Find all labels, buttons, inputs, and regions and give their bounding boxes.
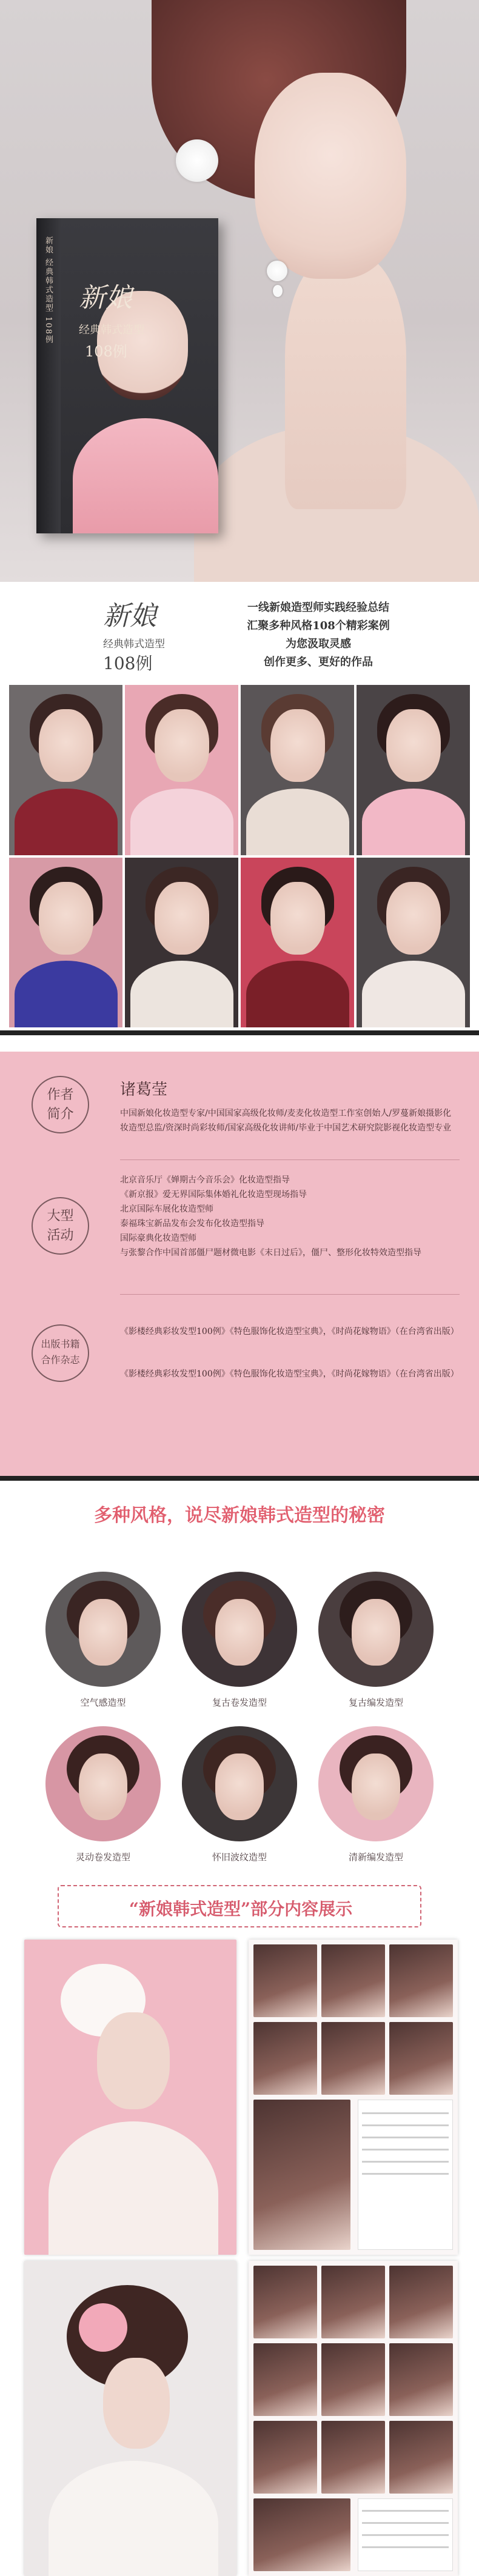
sample-photo <box>125 858 238 1028</box>
style-caption: 灵动卷发造型 <box>75 1852 130 1863</box>
styles-title: 多种风格，说尽新娘韩式造型的秘密 <box>94 1505 385 1526</box>
hair-flower-icon <box>176 139 218 182</box>
showcase-page-photo <box>24 2261 236 2576</box>
sample-photo <box>357 685 470 855</box>
model-dress <box>49 2121 218 2255</box>
step-notes <box>358 2498 453 2571</box>
logo-subtitle: 经典韩式造型 <box>103 638 165 650</box>
activity-item: 泰福珠宝新品发布会发布化妆造型指导 <box>120 1219 264 1229</box>
activity-label: 大型 活动 <box>32 1197 89 1255</box>
author-label: 作者 简介 <box>32 1076 89 1133</box>
style-photo <box>182 1572 297 1687</box>
style-caption: 复古卷发造型 <box>212 1697 267 1708</box>
showcase-heading-box <box>58 1885 421 1927</box>
section-divider <box>0 1030 479 1035</box>
hero-model-neck <box>285 255 406 509</box>
showcase-page-photo <box>24 1940 236 2255</box>
logo-title: 新娘 <box>103 601 156 632</box>
style-photo <box>182 1726 297 1841</box>
style-photo <box>318 1726 434 1841</box>
model-face <box>97 2012 170 2109</box>
style-caption: 怀旧波纹造型 <box>212 1852 267 1863</box>
step-notes <box>358 2100 453 2250</box>
activity-item: 北京音乐厅《婵期古今音乐会》化妆造型指导 <box>120 1175 290 1185</box>
sample-photo <box>241 858 354 1028</box>
sample-photo <box>125 685 238 855</box>
styles-section <box>0 1481 479 1934</box>
slogan-line: 汇聚多种风格108个精彩案例 <box>247 619 390 632</box>
logo-number: 108例 <box>103 653 153 673</box>
style-caption: 清新编发造型 <box>348 1852 403 1863</box>
model-dress <box>49 2461 218 2576</box>
author-section <box>0 1052 479 1476</box>
showcase-heading: “新娘韩式造型”部分内容展示 <box>129 1899 353 1919</box>
style-caption: 复古编发造型 <box>348 1697 403 1708</box>
showcase-page-steps <box>249 1940 458 2255</box>
hero-banner <box>0 0 479 582</box>
sample-photo <box>357 858 470 1028</box>
intro-logo <box>103 594 165 675</box>
intro-section <box>0 582 479 685</box>
hero-model-face <box>255 73 406 279</box>
author-name: 诸葛莹 <box>120 1081 168 1099</box>
pearl-icon <box>273 285 283 297</box>
slogan-line: 一线新娘造型师实践经验总结 <box>247 601 389 614</box>
sample-photo-grid <box>9 685 470 1027</box>
activity-item: 国际豪典化妆造型师 <box>120 1233 196 1243</box>
books-text: 《影楼经典彩妆发型100例》《特色服饰化妆造型宝典》，《时尚花嫁物语》（在台湾省出版） <box>120 1327 459 1336</box>
slogan-line: 创作更多、更好的作品 <box>264 656 373 669</box>
sample-photo <box>241 685 354 855</box>
book-title-num: 108例 <box>85 343 127 360</box>
style-photo <box>45 1572 161 1687</box>
book-front <box>61 218 218 533</box>
style-photo <box>318 1572 434 1687</box>
book-cover-image <box>36 218 218 533</box>
book-title-sub: 经典韩式造型 <box>79 324 144 336</box>
activity-item: 《新京报》爱无界国际集体婚礼化妆造型现场指导 <box>120 1190 307 1200</box>
earring-icon <box>267 261 287 281</box>
activity-list <box>120 1173 460 1260</box>
book-title-big: 新娘 <box>79 282 132 313</box>
book-model-dress <box>73 418 218 533</box>
book-spine <box>36 218 61 533</box>
model-face <box>103 2358 170 2449</box>
sample-photo <box>9 858 122 1028</box>
intro-slogan <box>209 599 427 672</box>
activity-item: 北京国际车展化妆造型师 <box>120 1204 213 1214</box>
style-caption: 空气感造型 <box>80 1697 126 1708</box>
activity-item: 与张黎合作中国首部僵尸题材微电影《末日过后》，僵尸、整形化妆特效造型指导 <box>120 1248 421 1258</box>
books-text-2: 《影楼经典彩妆发型100例》《特色服饰化妆造型宝典》，《时尚花嫁物语》（在台湾省出版） <box>120 1369 459 1379</box>
showcase-page-steps <box>249 2261 458 2576</box>
showcase-section <box>0 1934 479 2576</box>
sample-photo <box>9 685 122 855</box>
slogan-line: 为您汲取灵感 <box>286 638 351 650</box>
author-bio: 中国新娘化妆造型专家/中国国家高级化妆师/麦麦化妆造型工作室创始人/罗蔓新娘摄影化妆造型总监/资深时尚彩妆师/国家高级化妆讲师/毕业于中国艺术研究院影视化妆造型专业 <box>120 1109 452 1133</box>
book-spine-text: 新娘 经典韩式造型 108例 <box>44 236 53 345</box>
separator <box>120 1294 460 1295</box>
section-divider <box>0 1476 479 1481</box>
rose-icon <box>79 2303 127 2352</box>
books-label: 出版书籍 合作杂志 <box>32 1324 89 1382</box>
style-photo <box>45 1726 161 1841</box>
